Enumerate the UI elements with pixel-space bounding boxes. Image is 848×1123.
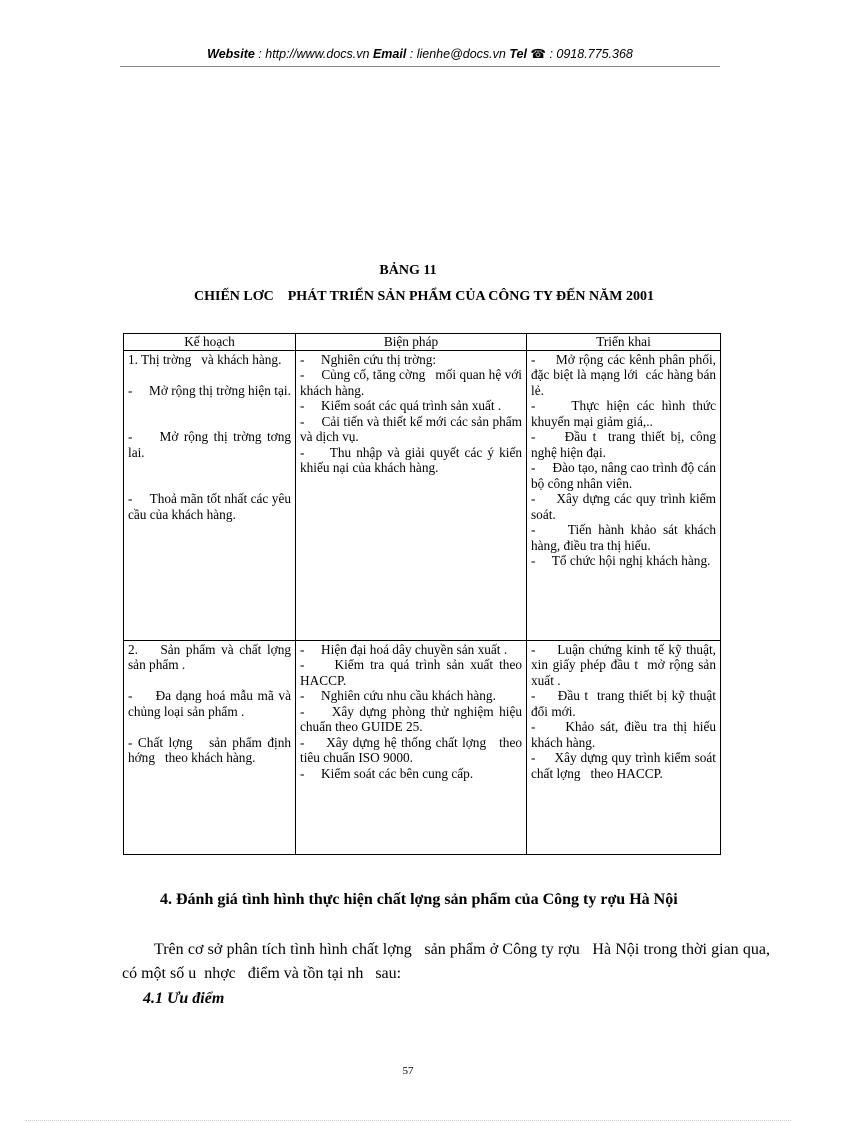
cell-line [128, 460, 291, 476]
implementation-cell [527, 640, 721, 854]
cell-line: - Đào tạo, nâng cao trình độ cán bộ công nhân viên. [531, 460, 720, 491]
email-label: Email [372, 47, 407, 61]
cell-line: - Xây dựng hệ thống chất lợng theo tiêu chuẩn ISO 9000. [300, 734, 526, 765]
footer-divider [25, 1120, 791, 1121]
cell-line: - Mở rộng thị trờng hiện tại. [128, 382, 291, 398]
table-title: BẢNG 11 [379, 263, 437, 278]
cell-line: - Tiến hành khảo sát khách hàng, điều tra thị hiếu. [531, 522, 720, 553]
cell-line: 2. Sản phẩm và chất lợng sản phẩm . [128, 641, 301, 672]
cell-line [128, 398, 291, 414]
cell-line: - Kiểm soát các quá trình sản xuất . [300, 398, 502, 413]
cell-line: - Thoả mãn tốt nhất các yêu cầu của khách hàng. [128, 491, 295, 522]
cell-line: - Củng cố, tăng cờng mối quan hệ với khách hàng. [300, 367, 526, 398]
strategy-table [123, 333, 721, 855]
cell-line [128, 367, 291, 383]
section-heading: 4. Đánh giá tình hình thực hiện chất lợng sản phẩm của Công ty rợu Hà Nội [160, 891, 678, 908]
cell-line: - Đầu t trang thiết bị kỹ thuật đổi mới. [531, 688, 720, 719]
header-implementation: Triển khai [527, 334, 721, 351]
measures-cell [296, 640, 527, 854]
implementation-cell [527, 350, 721, 640]
subsection-heading: 4.1 Ưu điểm [143, 990, 225, 1007]
cell-line: - Nghiên cứu thị trờng: [300, 351, 437, 367]
website-url: : http://www.docs.vn [254, 47, 373, 61]
cell-line: - Xây dựng các quy trình kiểm soát. [531, 491, 720, 522]
header-measures: Biện pháp [296, 334, 527, 351]
cell-line: - Khảo sát, điều tra thị hiếu khách hàng. [531, 719, 720, 750]
website-label: Website [207, 47, 255, 61]
table-subtitle: CHIẾN LƠC PHÁT TRIỂN SẢN PHẨM CỦA CÔNG TY ĐẾN NĂM 2001 [194, 289, 654, 304]
plan-cell [124, 350, 296, 640]
cell-line: - Cải tiến và thiết kế mới các sản phẩm và dịch vụ. [300, 413, 526, 444]
cell-line: - Luận chứng kinh tế kỹ thuật, xin giấy phép đầu t mở rộng sản xuất . [531, 641, 720, 688]
cell-line: - Đầu t trang thiết bị, công nghệ hiện đại. [531, 429, 720, 460]
cell-line: - Chất lợng sản phẩm định hớng theo khách hàng. [128, 734, 295, 765]
body-paragraph: Trên cơ sở phân tích tình hình chất lợng sản phẩm ở Công ty rợu Hà Nội trong thời gian qua, có một số u nhợc điểm và tồn tại nh sau: [122, 941, 774, 982]
cell-line: 1. Thị trờng và khách hàng. [128, 351, 282, 367]
cell-line: - Mở rộng các kênh phân phối, đặc biệt là mạng lới các hàng bán lẻ. [531, 351, 720, 398]
measures-cell [296, 350, 527, 640]
page-number: 57 [402, 1065, 414, 1077]
cell-line: - Xây dựng phòng thử nghiệm hiệu chuẩn theo GUIDE 25. [300, 703, 526, 734]
table-header-row [124, 334, 721, 351]
cell-line [128, 719, 291, 735]
page-header [120, 46, 720, 61]
cell-line: - Mở rộng thị trờng tơng lai. [128, 429, 298, 460]
cell-line [128, 476, 291, 492]
cell-line: - Đa dạng hoá mẫu mã và chủng loại sản phẩm . [128, 688, 295, 719]
cell-line: - Xây dựng quy trình kiểm soát chất lợng theo HACCP. [531, 750, 720, 781]
table-row [124, 350, 721, 640]
plan-cell [124, 640, 301, 854]
tel-number: : 0918.775.368 [545, 47, 633, 61]
email-address: : lienhe@docs.vn [406, 47, 510, 61]
table-row [124, 640, 721, 854]
cell-line: - Kiểm soát các bên cung cấp. [300, 765, 474, 781]
cell-line: - Tổ chức hội nghị khách hàng. [531, 553, 711, 568]
cell-line: - Thực hiện các hình thức khuyến mại giảm giá,.. [531, 398, 720, 429]
header-divider [120, 66, 720, 67]
cell-line [128, 414, 291, 430]
cell-line: - Nghiên cứu nhu cầu khách hàng. [300, 688, 496, 703]
cell-line [128, 673, 291, 689]
tel-label: Tel ☎ [509, 47, 546, 61]
cell-line: - Kiểm tra quá trình sản xuất theo HACCP. [300, 657, 526, 688]
header-plan: Kế hoạch [124, 334, 296, 351]
cell-line: - Hiện đại hoá dây chuyền sản xuất . [300, 641, 508, 657]
cell-line: - Thu nhập và giải quyết các ý kiến khiếu nại của khách hàng. [300, 444, 526, 475]
